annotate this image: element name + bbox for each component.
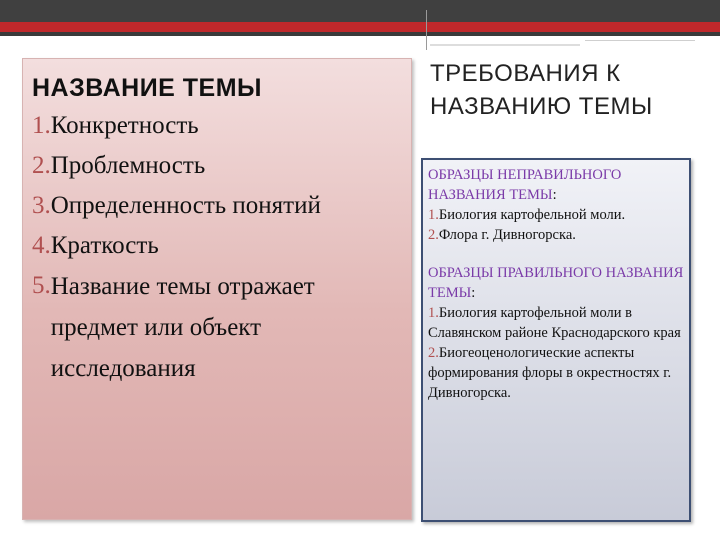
list-item: 2.Биогеоценологические аспекты формирования флоры в окрестностях г. Дивногорска. <box>428 345 672 401</box>
top-bar <box>0 0 720 22</box>
list-item: 2.Флора г. Дивногорска. <box>428 227 576 243</box>
list-item: 4. Краткость <box>32 232 159 259</box>
list-item: 1. Конкретность <box>32 112 199 139</box>
top-bar-bottom-edge <box>0 32 720 36</box>
list-item: 3. Определенность понятий <box>32 192 321 219</box>
correct-heading: ОБРАЗЦЫ ПРАВИЛЬНОГО НАЗВАНИЯ ТЕМЫ: <box>428 265 684 301</box>
left-title: НАЗВАНИЕ ТЕМЫ <box>32 74 263 102</box>
incorrect-examples <box>428 165 690 245</box>
right-panel-content <box>428 165 690 403</box>
correct-examples <box>428 263 690 403</box>
list-item: 1.Биология картофельной моли в Славянском районе Краснодарского края <box>428 305 681 341</box>
list-item: 5. Название темы отражает предмет или объект исследования <box>32 272 315 382</box>
header-accent-line-right <box>585 40 695 41</box>
header-accent-line <box>430 44 580 46</box>
header-divider <box>426 10 427 50</box>
top-accent-stripe <box>0 22 720 32</box>
list-item: 2. Проблемность <box>32 152 206 179</box>
right-title: ТРЕБОВАНИЯ К НАЗВАНИЮ ТЕМЫ <box>430 60 653 120</box>
left-panel-content <box>32 70 407 389</box>
list-item: 1.Биология картофельной моли. <box>428 207 626 223</box>
incorrect-heading: ОБРАЗЦЫ НЕПРАВИЛЬНОГО НАЗВАНИЯ ТЕМЫ: <box>428 167 622 203</box>
requirements-list <box>32 106 407 389</box>
